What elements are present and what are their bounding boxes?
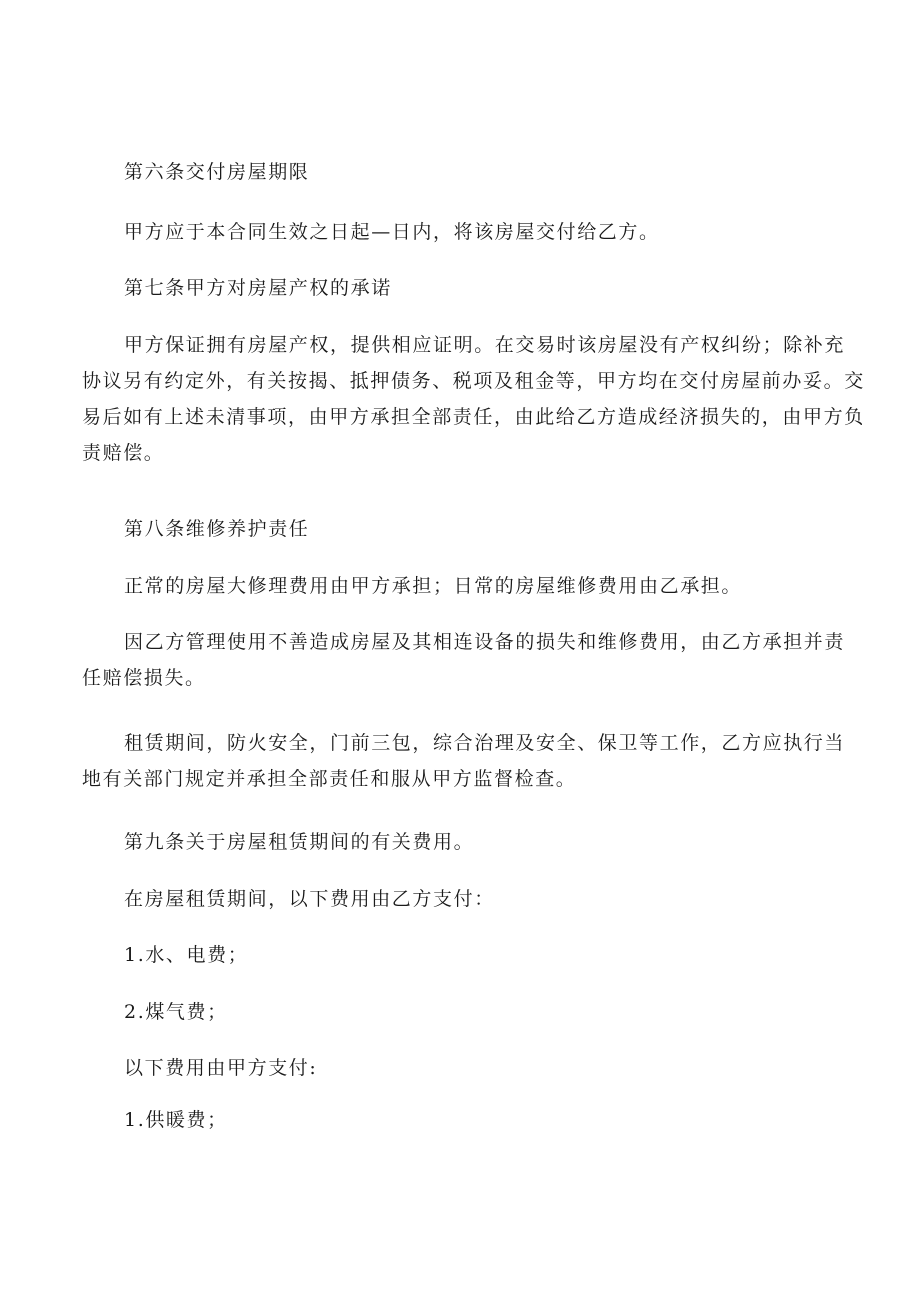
article-8-body-2 <box>82 624 846 696</box>
article-8-body-1: 正常的房屋大修理费用由甲方承担；日常的房屋维修费用由乙承担。 <box>124 575 743 597</box>
article-7-title: 第七条甲方对房屋产权的承诺 <box>124 277 392 299</box>
article-8-body-3-line-2: 地有关部门规定并承担全部责任和服从甲方监督检查。 <box>82 768 577 790</box>
article-9-intro: 在房屋租赁期间，以下费用由乙方支付： <box>124 888 495 910</box>
article-9-title: 第九条关于房屋租赁期间的有关费用。 <box>124 831 475 853</box>
article-8-body-2-line-1: 因乙方管理使用不善造成房屋及其相连设备的损失和维修费用，由乙方承担并责 <box>124 631 846 653</box>
article-7-body-line-3: 易后如有上述未清事项，由甲方承担全部责任，由此给乙方造成经济损失的，由甲方负 <box>82 406 865 428</box>
article-7-body-line-2: 协议另有约定外，有关按揭、抵押债务、税项及租金等，甲方均在交付房屋前办妥。交 <box>82 370 865 392</box>
article-7-body-line-4: 责赔偿。 <box>82 442 165 464</box>
article-8-body-2-line-2: 任赔偿损失。 <box>82 667 206 689</box>
article-8-body-3-line-1: 租赁期间，防火安全，门前三包，综合治理及安全、保卫等工作，乙方应执行当 <box>124 732 846 754</box>
article-9-item-3: 1.供暖费； <box>124 1109 228 1131</box>
article-8-title: 第八条维修养护责任 <box>124 518 310 540</box>
article-7-body-line-1: 甲方保证拥有房屋产权，提供相应证明。在交易时该房屋没有产权纠纷；除补充 <box>124 334 846 356</box>
article-9-item-2: 2.煤气费； <box>124 1001 228 1023</box>
article-8-body-3 <box>82 725 846 797</box>
article-6-body: 甲方应于本合同生效之日起—日内，将该房屋交付给乙方。 <box>124 221 660 243</box>
article-9-item-1: 1.水、电费； <box>124 944 249 966</box>
article-9-intro-2: 以下费用由甲方支付: <box>124 1057 318 1079</box>
article-7-body <box>82 327 865 471</box>
article-6-title: 第六条交付房屋期限 <box>124 161 310 183</box>
